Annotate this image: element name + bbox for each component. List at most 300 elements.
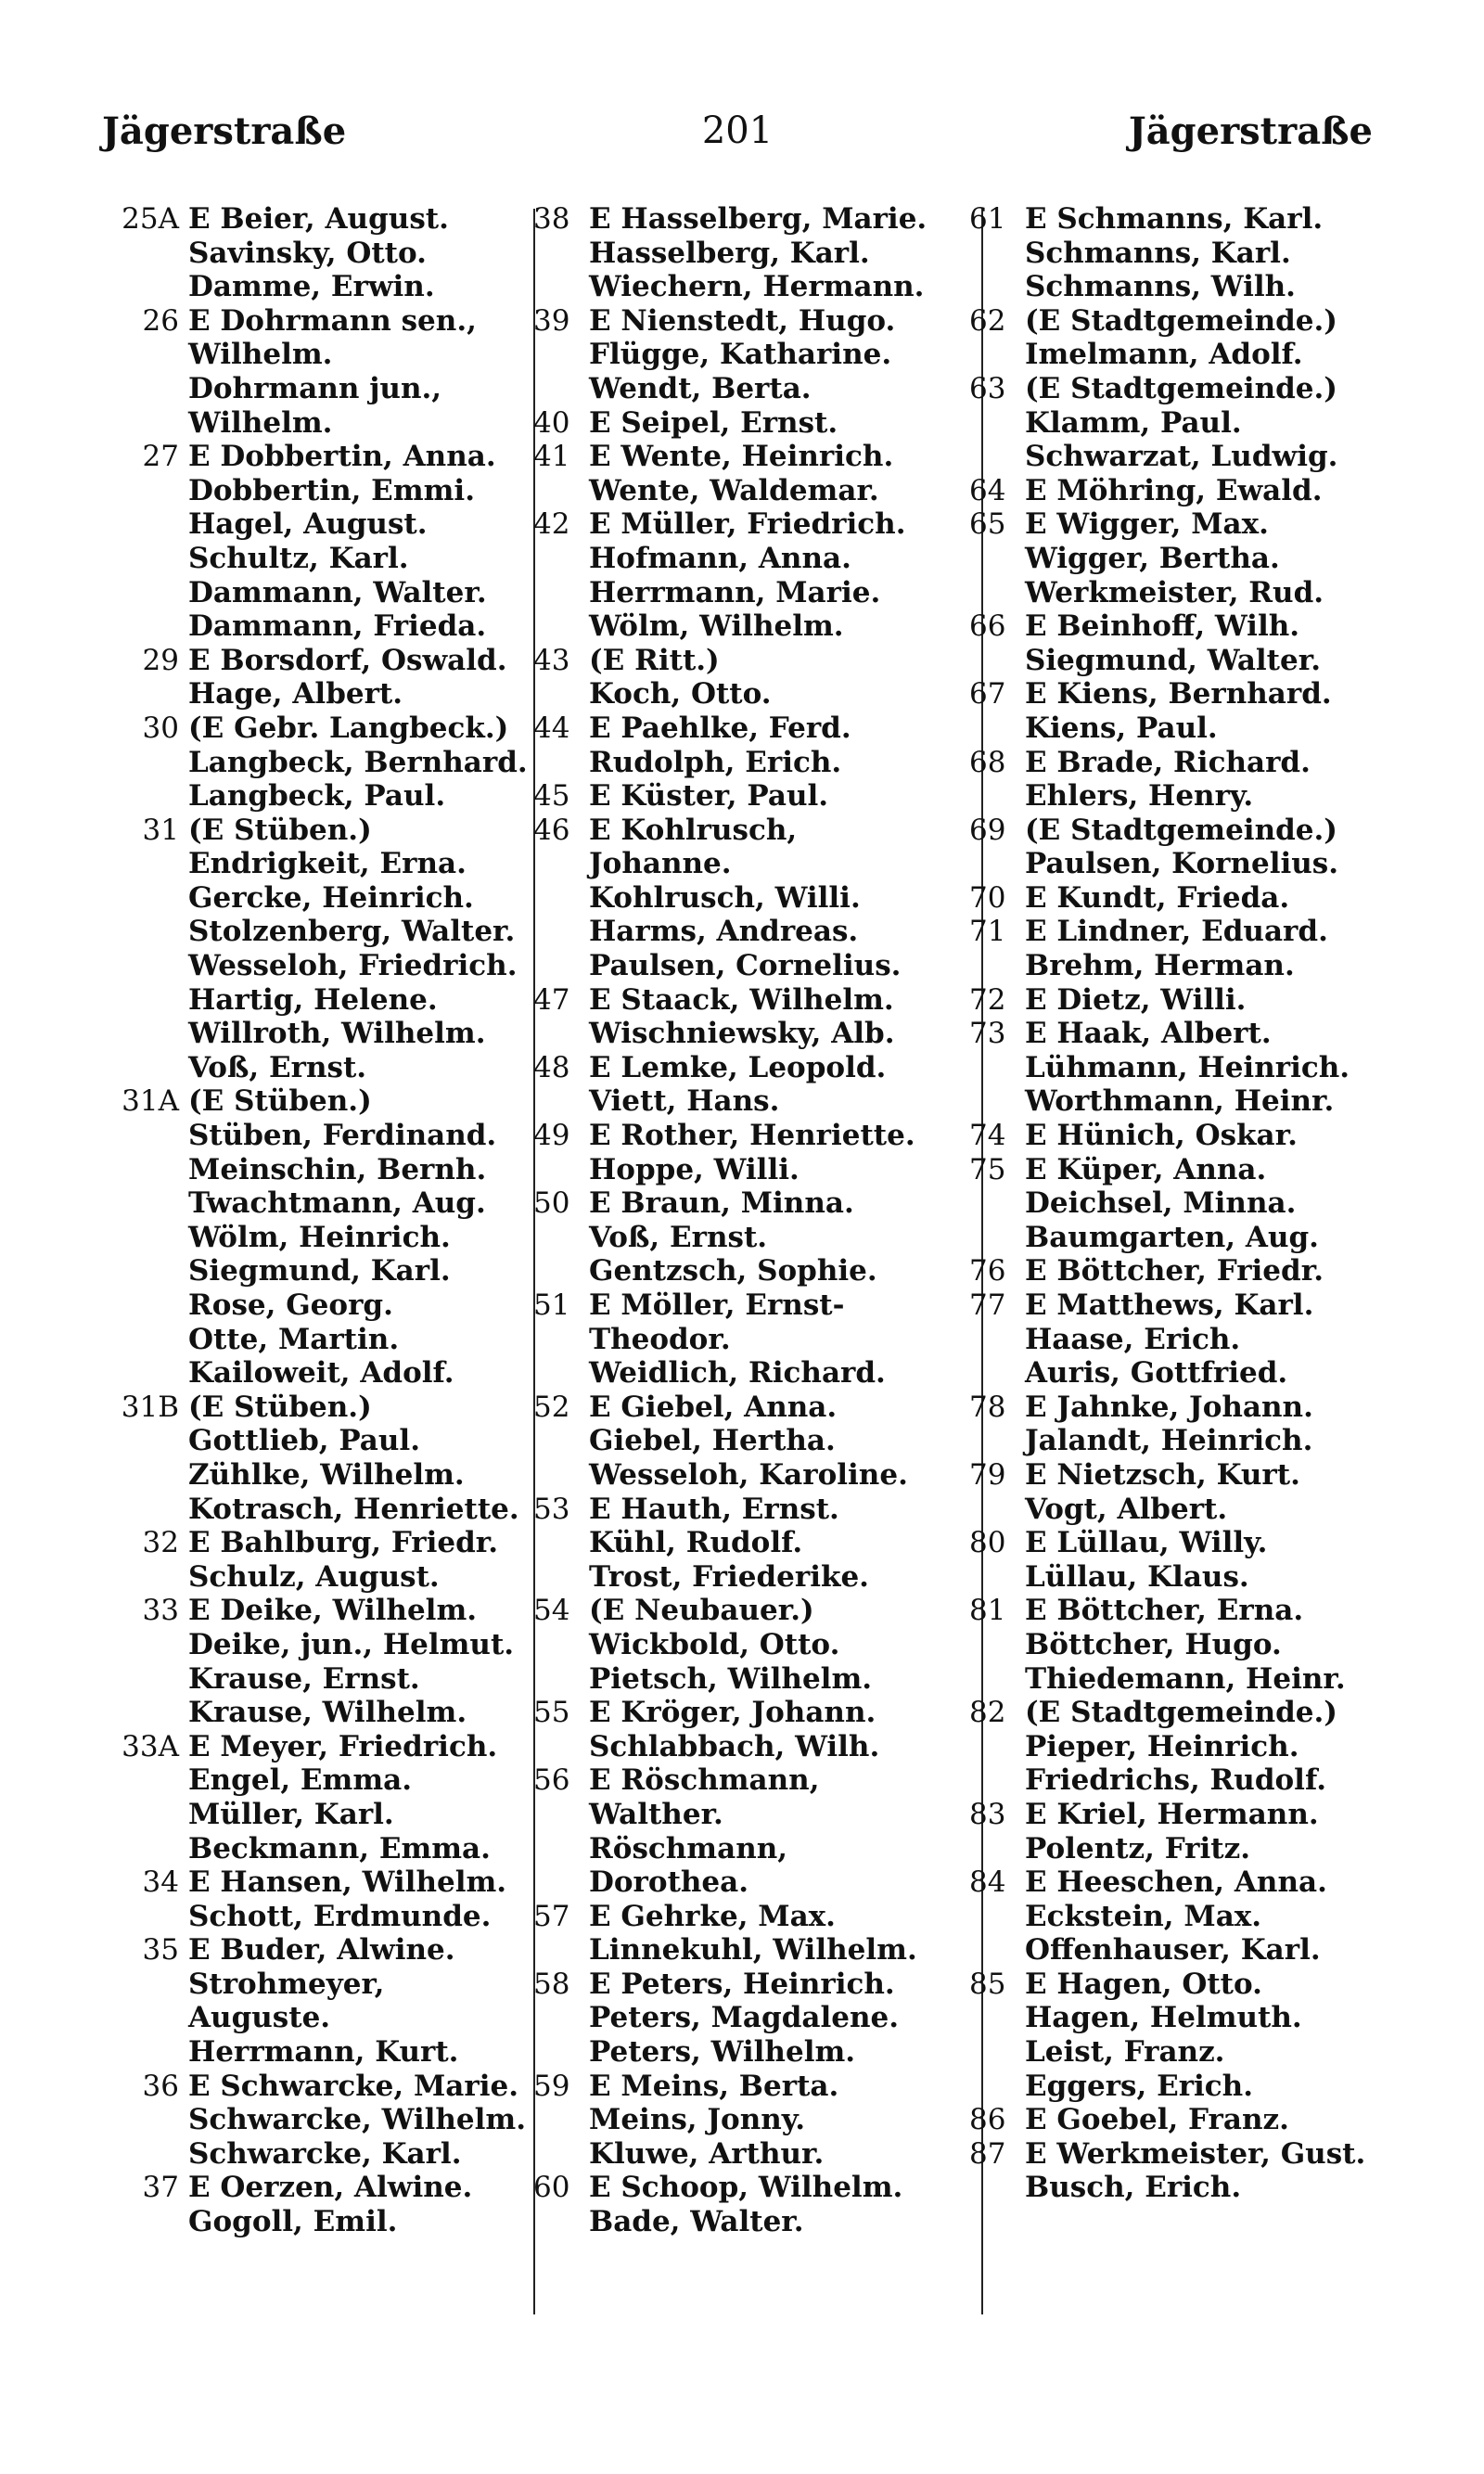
resident-line: Pietsch, Wilhelm. [589,1661,873,1696]
house-entry [533,1900,969,1968]
house-entry [969,1153,1391,1255]
resident-line: E Hünich, Oskar. [1025,1119,1298,1153]
house-number: 45 [533,779,570,814]
street-heading-left: Jägerstraße [102,109,347,153]
house-entry [97,814,533,1085]
resident-line: E Kiens, Bernhard. [1025,677,1332,711]
house-number: 77 [969,1288,1006,1322]
resident-line: (E Stadtgemeinde.) [1025,813,1337,847]
house-number: 34 [142,1865,179,1900]
resident-line: E Kundt, Frieda. [1025,880,1290,915]
resident-line: Endrigkeit, Erna. [188,847,467,881]
resident-line: (E Stadtgemeinde.) [1025,1696,1337,1730]
house-entry [969,2137,1391,2205]
house-number: 37 [142,2171,179,2205]
resident-line: Thiedemann, Heinr. [1025,1661,1346,1696]
resident-line: Herrmann, Marie. [589,575,881,609]
resident-line: Twachtmann, Aug. [188,1186,486,1221]
house-number: 72 [969,982,1006,1017]
street-heading-right: Jägerstraße [1128,109,1373,153]
resident-line: E Rother, Henriette. [589,1119,915,1153]
resident-line: E Jahnke, Johann. [1025,1390,1313,1424]
house-entry [969,983,1391,1018]
resident-line: E Müller, Friedrich. [589,507,906,542]
resident-line: (E Gebr. Langbeck.) [188,711,509,745]
house-entry [969,1391,1391,1458]
resident-line: Voß, Ernst. [589,1220,768,1254]
resident-line: Schulz, August. [188,1559,440,1594]
house-number: 29 [142,643,179,677]
house-entry [97,644,533,711]
house-entry [97,1391,533,1526]
resident-line: Siegmund, Karl. [188,1254,451,1288]
resident-line: Krause, Ernst. [188,1661,420,1696]
resident-line: Böttcher, Hugo. [1025,1627,1282,1661]
house-number: 65 [969,507,1006,542]
resident-line: Linnekuhl, Wilhelm. [589,1933,917,1968]
house-number: 38 [533,202,570,236]
resident-line: Wischniewsky, Alb. [589,1017,895,1051]
house-entry [97,1933,533,2069]
house-number: 25A [122,202,179,236]
house-entry [533,1493,969,1595]
house-entry [97,2070,533,2172]
house-number: 31B [121,1390,179,1424]
house-number: 67 [969,677,1006,711]
resident-line: E Schmanns, Karl. [1025,202,1324,236]
resident-line: Krause, Wilhelm. [188,1696,467,1730]
resident-line: E Röschmann, [589,1763,820,1798]
house-entry [97,711,533,814]
resident-line: Rose, Georg. [188,1288,393,1322]
resident-line: E Haak, Albert. [1025,1017,1272,1051]
resident-line: Kailoweit, Adolf. [188,1356,454,1391]
resident-line: E Böttcher, Friedr. [1025,1254,1324,1288]
resident-line: Zühlke, Wilhelm. [188,1457,465,1492]
resident-line: Busch, Erich. [1025,2171,1242,2205]
house-number: 42 [533,507,570,542]
house-number: 49 [533,1119,570,1153]
resident-line: Wigger, Bertha. [1025,541,1280,575]
resident-line: Herrmann, Kurt. [188,2035,459,2070]
house-entry [969,202,1391,304]
resident-line: E Dobbertin, Anna. [188,440,496,474]
resident-line: Haase, Erich. [1025,1322,1241,1356]
resident-line: Schwarcke, Karl. [188,2136,462,2171]
resident-line: Dobbertin, Emmi. [188,473,475,507]
resident-line: Schwarzat, Ludwig. [1025,440,1338,474]
page-number: 201 [701,109,774,152]
house-number: 53 [533,1492,570,1526]
resident-line: (E Stadtgemeinde.) [1025,303,1337,338]
resident-line: Wente, Waldemar. [589,473,879,507]
house-entry [533,304,969,406]
house-entry [533,644,969,711]
house-number: 60 [533,2171,570,2205]
resident-line: Damme, Erwin. [188,270,435,304]
resident-line: Wölm, Wilhelm. [589,609,844,644]
resident-line: E Dietz, Willi. [1025,982,1247,1017]
resident-line: Jalandt, Heinrich. [1025,1424,1313,1458]
resident-line: E Kröger, Johann. [589,1696,876,1730]
house-entry [533,1051,969,1119]
resident-line: E Schwarcke, Marie. [188,2069,519,2103]
resident-line: Wölm, Heinrich. [188,1220,451,1254]
house-entry [97,1084,533,1390]
resident-line: E Lüllau, Willy. [1025,1526,1268,1560]
resident-line: Eckstein, Max. [1025,1899,1262,1933]
house-entry [969,372,1391,474]
house-entry [533,779,969,814]
resident-line: Voß, Ernst. [188,1050,367,1084]
resident-line: Kotrasch, Henriette. [188,1492,519,1526]
house-number: 81 [969,1594,1006,1628]
house-entry [533,983,969,1051]
resident-line: Stolzenberg, Walter. [188,915,516,949]
house-entry [533,507,969,643]
resident-line: E Giebel, Anna. [589,1390,838,1424]
house-number: 58 [533,1967,570,2001]
house-number: 32 [142,1526,179,1560]
resident-line: Johanne. [589,847,732,881]
resident-line: Auguste. [188,2001,331,2035]
house-number: 87 [969,2136,1006,2171]
house-number: 86 [969,2103,1006,2137]
resident-line: Baumgarten, Aug. [1025,1220,1319,1254]
house-entry [969,507,1391,609]
resident-line: Klamm, Paul. [1025,405,1242,440]
house-number: 40 [533,405,570,440]
house-number: 83 [969,1797,1006,1831]
house-number: 85 [969,1967,1006,2001]
resident-line: (E Neubauer.) [589,1594,814,1628]
resident-line: Gentzsch, Sophie. [589,1254,877,1288]
resident-line: E Borsdorf, Oswald. [188,643,507,677]
house-entry [969,1119,1391,1153]
resident-line: Hasselberg, Karl. [589,236,870,270]
resident-line: Schwarcke, Wilhelm. [188,2103,527,2137]
resident-line: Dohrmann jun., [188,371,442,405]
resident-line: Meins, Jonny. [589,2103,806,2137]
resident-line: Kühl, Rudolf. [589,1526,803,1560]
resident-line: Schmanns, Karl. [1025,236,1291,270]
resident-line: Theodor. [589,1322,731,1356]
resident-line: E Heeschen, Anna. [1025,1865,1327,1900]
house-entry [97,1594,533,1729]
house-entry [969,1526,1391,1594]
house-number: 27 [142,440,179,474]
house-entry [533,1186,969,1288]
house-number: 73 [969,1017,1006,1051]
resident-line: Koch, Otto. [589,677,772,711]
house-entry [533,1119,969,1186]
resident-line: E Möller, Ernst- [589,1288,845,1322]
resident-line: E Gehrke, Max. [589,1899,836,1933]
resident-line: Schlabbach, Wilh. [589,1729,880,1763]
house-number: 48 [533,1050,570,1084]
house-number: 33 [142,1594,179,1628]
house-number: 82 [969,1696,1006,1730]
resident-line: E Hagen, Otto. [1025,1967,1262,2001]
house-number: 55 [533,1696,570,1730]
house-entry [969,1798,1391,1865]
house-number: 66 [969,609,1006,644]
resident-line: Schultz, Karl. [188,541,409,575]
resident-line: E Goebel, Franz. [1025,2103,1289,2137]
house-entry [97,202,533,304]
house-entry [969,746,1391,814]
resident-line: Werkmeister, Rud. [1025,575,1324,609]
resident-line: E Kohlrusch, [589,813,798,847]
resident-line: E Dohrmann sen., [188,303,477,338]
resident-line: Viett, Hans. [589,1084,780,1119]
resident-line: Ehlers, Henry. [1025,779,1254,814]
resident-line: Beckmann, Emma. [188,1831,491,1865]
house-entry [969,1865,1391,1968]
resident-line: E Braun, Minna. [589,1186,854,1221]
house-number: 63 [969,371,1006,405]
house-entry [969,1968,1391,2103]
resident-line: Müller, Karl. [188,1797,394,1831]
house-entry [97,1526,533,1594]
resident-line: Gogoll, Emil. [188,2205,398,2239]
house-entry [533,814,969,983]
house-number: 57 [533,1899,570,1933]
house-entry [533,1391,969,1493]
resident-line: Lühmann, Heinrich. [1025,1050,1350,1084]
resident-line: Hage, Albert. [188,677,403,711]
resident-line: Hoppe, Willi. [589,1152,800,1186]
house-number: 59 [533,2069,570,2103]
house-number: 30 [142,711,179,745]
resident-line: Friedrichs, Rudolf. [1025,1763,1326,1798]
house-entry [969,2103,1391,2137]
resident-line: Röschmann, [589,1831,788,1865]
house-entry [533,2171,969,2238]
house-number: 51 [533,1288,570,1322]
resident-line: E Böttcher, Erna. [1025,1594,1304,1628]
resident-line: Langbeck, Bernhard. [188,745,528,779]
resident-line: Giebel, Hertha. [589,1424,836,1458]
resident-line: E Hasselberg, Marie. [589,202,928,236]
house-number: 35 [142,1933,179,1968]
house-number: 61 [969,202,1006,236]
house-number: 26 [142,303,179,338]
resident-line: Wilhelm. [188,405,333,440]
resident-line: E Wente, Heinrich. [589,440,894,474]
resident-line: Kluwe, Arthur. [589,2136,825,2171]
house-number: 54 [533,1594,570,1628]
house-number: 74 [969,1119,1006,1153]
house-entry [969,1594,1391,1696]
resident-line: Polentz, Fritz. [1025,1831,1250,1865]
resident-line: E Peters, Heinrich. [589,1967,895,2001]
resident-line: E Hauth, Ernst. [589,1492,839,1526]
resident-line: (E Stüben.) [188,813,372,847]
house-entry [969,1696,1391,1798]
column-1 [97,202,533,2239]
house-number: 36 [142,2069,179,2103]
house-entry [969,814,1391,881]
resident-line: Dorothea. [589,1865,749,1900]
house-entry [97,1865,533,1933]
house-entry [533,440,969,507]
resident-line: Engel, Emma. [188,1763,413,1798]
resident-line: Otte, Martin. [188,1322,400,1356]
page-header [102,109,1373,165]
house-entry [97,1730,533,1865]
resident-line: Brehm, Herman. [1025,949,1295,983]
resident-line: Langbeck, Paul. [188,779,446,814]
resident-line: E Meyer, Friedrich. [188,1729,498,1763]
resident-line: E Wigger, Max. [1025,507,1269,542]
house-number: 84 [969,1865,1006,1900]
house-entry [969,677,1391,745]
house-entry [969,474,1391,508]
house-number: 52 [533,1390,570,1424]
house-number: 79 [969,1457,1006,1492]
resident-line: Eggers, Erich. [1025,2069,1254,2103]
house-entry [969,1458,1391,1526]
resident-line: Harms, Andreas. [589,915,859,949]
resident-line: Peters, Wilhelm. [589,2035,856,2070]
house-number: 78 [969,1390,1006,1424]
resident-line: E Matthews, Karl. [1025,1288,1314,1322]
resident-line: E Hansen, Wilhelm. [188,1865,507,1900]
house-number: 33A [122,1729,179,1763]
house-number: 62 [969,303,1006,338]
resident-line: Vogt, Albert. [1025,1492,1228,1526]
resident-line: E Lindner, Eduard. [1025,915,1328,949]
resident-line: Rudolph, Erich. [589,745,842,779]
resident-line: E Deike, Wilhelm. [188,1594,478,1628]
house-number: 41 [533,440,570,474]
house-number: 31 [142,813,179,847]
resident-line: Peters, Magdalene. [589,2001,900,2035]
house-number: 68 [969,745,1006,779]
column-3 [969,202,1391,2205]
house-entry [969,1017,1391,1119]
house-number: 76 [969,1254,1006,1288]
resident-line: Stüben, Ferdinand. [188,1119,497,1153]
house-number: 43 [533,643,570,677]
house-entry [533,1763,969,1899]
house-entry [533,711,969,779]
resident-line: Schott, Erdmunde. [188,1899,492,1933]
resident-line: Schmanns, Wilh. [1025,270,1296,304]
resident-line: Kiens, Paul. [1025,711,1218,745]
resident-line: E Nietzsch, Kurt. [1025,1457,1300,1492]
resident-line: E Buder, Alwine. [188,1933,455,1968]
column-2 [533,202,969,2239]
house-entry [97,2171,533,2238]
resident-line: E Nienstedt, Hugo. [589,303,896,338]
house-number: 44 [533,711,570,745]
house-number: 46 [533,813,570,847]
resident-line: Wiechern, Hermann. [589,270,925,304]
resident-line: Weidlich, Richard. [589,1356,886,1391]
house-number: 56 [533,1763,570,1798]
house-number: 39 [533,303,570,338]
house-entry [533,1288,969,1391]
house-entry [969,1254,1391,1288]
house-entry [97,304,533,440]
resident-line: Auris, Gottfried. [1025,1356,1288,1391]
house-entry [533,2070,969,2172]
resident-line: Dammann, Walter. [188,575,487,609]
resident-line: Offenhauser, Karl. [1025,1933,1321,1968]
resident-line: Bade, Walter. [589,2205,804,2239]
resident-line: E Oerzen, Alwine. [188,2171,473,2205]
resident-line: Worthmann, Heinr. [1025,1084,1335,1119]
resident-line: Imelmann, Adolf. [1025,338,1303,372]
house-entry [533,406,969,441]
resident-line: Wesseloh, Friedrich. [188,949,518,983]
resident-line: Siegmund, Walter. [1025,643,1322,677]
house-entry [97,440,533,644]
house-number: 31A [122,1084,179,1119]
house-entry [533,202,969,304]
house-entry [533,1594,969,1696]
resident-line: Gercke, Heinrich. [188,880,474,915]
house-entry [969,609,1391,677]
resident-line: Wesseloh, Karoline. [589,1457,908,1492]
resident-line: Pieper, Heinrich. [1025,1729,1299,1763]
resident-line: Lüllau, Klaus. [1025,1559,1249,1594]
house-number: 47 [533,982,570,1017]
resident-line: Kohlrusch, Willi. [589,880,861,915]
resident-line: (E Stüben.) [188,1390,372,1424]
resident-line: E Küster, Paul. [589,779,829,814]
house-entry [969,915,1391,982]
resident-line: E Schoop, Wilhelm. [589,2171,903,2205]
house-entry [533,1968,969,2070]
resident-line: Hagel, August. [188,507,428,542]
resident-line: Willroth, Wilhelm. [188,1017,486,1051]
resident-line: E Bahlburg, Friedr. [188,1526,499,1560]
resident-line: E Staack, Wilhelm. [589,982,894,1017]
resident-line: E Möhring, Ewald. [1025,473,1323,507]
resident-line: Flügge, Katharine. [589,338,892,372]
resident-line: E Meins, Berta. [589,2069,839,2103]
resident-line: E Brade, Richard. [1025,745,1311,779]
house-entry [969,881,1391,916]
resident-line: E Lemke, Leopold. [589,1050,887,1084]
house-number: 71 [969,915,1006,949]
resident-line: Trost, Friederike. [589,1559,869,1594]
house-number: 64 [969,473,1006,507]
resident-line: Walther. [589,1797,723,1831]
resident-line: Deike, jun., Helmut. [188,1627,515,1661]
house-entry [533,1696,969,1763]
resident-line: E Küper, Anna. [1025,1152,1267,1186]
resident-line: Wickbold, Otto. [589,1627,840,1661]
resident-line: Hartig, Helene. [188,982,438,1017]
resident-line: Paulsen, Kornelius. [1025,847,1339,881]
resident-line: Leist, Franz. [1025,2035,1225,2070]
resident-line: Gottlieb, Paul. [188,1424,420,1458]
house-number: 50 [533,1186,570,1221]
resident-line: E Beier, August. [188,202,449,236]
house-number: 69 [969,813,1006,847]
house-number: 75 [969,1152,1006,1186]
resident-line: E Kriel, Hermann. [1025,1797,1319,1831]
resident-line: Hofmann, Anna. [589,541,851,575]
resident-line: E Beinhoff, Wilh. [1025,609,1300,644]
house-number: 80 [969,1526,1006,1560]
resident-line: (E Stüben.) [188,1084,372,1119]
house-entry [969,1288,1391,1391]
